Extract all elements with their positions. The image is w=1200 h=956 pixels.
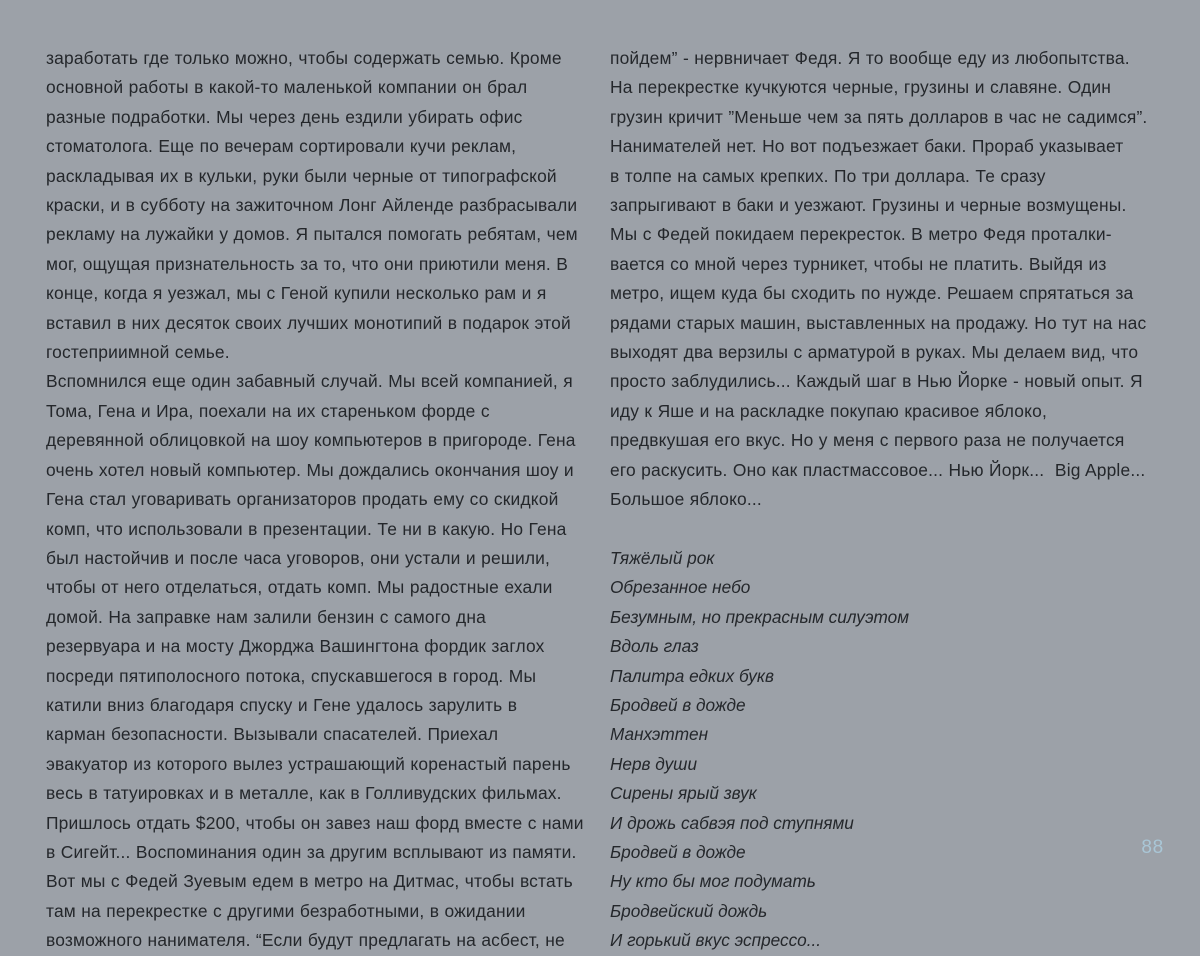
poem-line: Бродвей в дожде [610, 694, 746, 715]
prose-line-right: рядами старых машин, выставленных на продажу. Но тут на нас [610, 312, 1147, 333]
prose-line-left: катили вниз благодаря спуску и Гене удалось зарулить в [46, 694, 518, 715]
prose-line-left: возможного нанимателя. “Если будут предлагать на асбест, не [46, 930, 565, 951]
poem-line: Обрезанное небо [610, 577, 751, 598]
poem-line: Безумным, но прекрасным силуэтом [610, 606, 910, 627]
prose-line-left: краски, и в субботу на зажиточном Лонг Айленде разбрасывали [46, 195, 578, 216]
prose-line-left: эвакуатор из которого вылез устрашающий коренастый парень [46, 753, 571, 774]
poem-line: И горький вкус эспрессо... [610, 930, 822, 951]
prose-line-right: вается со мной через турникет, чтобы не платить. Выйдя из [610, 253, 1107, 274]
prose-line-left: мог, ощущая признательность за то, что они приютили меня. В [46, 253, 569, 274]
prose-line-right: Нанимателей нет. Но вот подъезжает баки. Прораб указывает [610, 136, 1124, 157]
right-column-prose [610, 44, 1164, 515]
poem-line: Нерв души [610, 753, 698, 774]
prose-line-left: комп, что использовали в презентации. Те ни в какую. Но Гена [46, 518, 567, 539]
poem-line: Палитра едких букв [610, 665, 774, 686]
prose-line-left: заработать где только можно, чтобы содержать семью. Кроме [46, 48, 562, 68]
prose-line-left: карман безопасности. Вызывали спасателей. Приехал [46, 724, 499, 745]
prose-line-left: там на перекрестке с другими безработными, в ожидании [46, 900, 526, 921]
prose-line-left: Вспомнился еще один забавный случай. Мы всей компанией, я [46, 371, 573, 392]
page-number: 88 [1141, 837, 1164, 858]
prose-line-right: в толпе на самых крепких. По три доллара. Те сразу [610, 165, 1046, 186]
poem-block [610, 544, 1164, 956]
prose-line-left: Пришлось отдать $200, чтобы он завез наш форд вместе с нами [46, 812, 584, 833]
poem-line: Манхэттен [610, 724, 709, 745]
prose-line-left: весь в татуировках и в металле, как в Голливудских фильмах. [46, 783, 562, 804]
prose-line-left: посреди пятиполосного потока, спускавшегося в город. Мы [46, 665, 537, 686]
prose-line-left: стоматолога. Еще по вечерам сортировали кучи реклам, [46, 136, 517, 157]
prose-line-right: пойдем” - нервничает Федя. Я то вообще еду из любопытства. [610, 48, 1130, 68]
poem-line: Сирены ярый звук [610, 783, 757, 804]
right-text-column [600, 0, 1200, 956]
poem-line: И дрожь сабвэя под ступнями [610, 812, 854, 833]
poem-line: Вдоль глаз [610, 636, 699, 657]
prose-line-right: выходят два верзилы с арматурой в руках. Мы делаем вид, что [610, 342, 1139, 363]
prose-line-left: Вот мы с Федей Зуевым едем в метро на Дитмас, чтобы встать [46, 871, 573, 892]
prose-line-left: деревянной облицовкой на шоу компьютеров в пригороде. Гена [46, 430, 576, 451]
prose-line-right: иду к Яше и на раскладке покупаю красивое яблоко, [610, 400, 1047, 421]
prose-line-right: грузин кричит ”Меньше чем за пять долларов в час не садимся”. [610, 106, 1148, 127]
prose-line-left: основной работы в какой-то маленькой компании он брал [46, 77, 528, 98]
prose-line-left: резервуара и на мосту Джорджа Вашингтона фордик заглох [46, 636, 545, 657]
prose-line-right: его раскусить. Оно как пластмассовое... Нью Йорк... Big Apple... [610, 459, 1146, 480]
prose-line-right: Мы с Федей покидаем перекресток. В метро Федя проталки- [610, 224, 1112, 245]
prose-line-left: чтобы от него отделаться, отдать комп. Мы радостные ехали [46, 577, 553, 598]
prose-line-right: запрыгивают в баки и уезжают. Грузины и черные возмущены. [610, 195, 1127, 216]
prose-line-left: был настойчив и после часа уговоров, они устали и решили, [46, 547, 551, 568]
prose-line-left: конце, когда я уезжал, мы с Геной купили несколько рам и я [46, 283, 547, 304]
prose-line-left: рекламу на лужайки у домов. Я пытался помогать ребятам, чем [46, 224, 578, 245]
prose-line-left: Тома, Гена и Ира, поехали на их стареньком форде с [46, 400, 490, 421]
poem-line: Ну кто бы мог подумать [610, 871, 816, 892]
prose-line-left: гостеприимной семье. [46, 342, 230, 363]
prose-line-left: раскладывая их в кульки, руки были черные от типографской [46, 165, 557, 186]
prose-line-right: Большое яблоко... [610, 489, 762, 510]
prose-line-right: метро, ищем куда бы сходить по нужде. Решаем спрятаться за [610, 283, 1134, 304]
prose-line-right: просто заблудились... Каждый шаг в Нью Йорке - новый опыт. Я [610, 371, 1143, 392]
prose-line-left: очень хотел новый компьютер. Мы дождались окончания шоу и [46, 459, 574, 480]
poem-line: Бродвей в дожде [610, 841, 746, 862]
prose-line-right: На перекрестке кучкуются черные, грузины и славяне. Один [610, 77, 1112, 98]
prose-line-right: предвкушая его вкус. Но у меня с первого раза не получается [610, 430, 1125, 451]
prose-line-left: вставил в них десяток своих лучших монотипий в подарок этой [46, 312, 571, 333]
paragraph-gap [610, 515, 1164, 544]
prose-line-left: Гена стал уговаривать организаторов продать ему со скидкой [46, 489, 559, 510]
poem-line: Тяжёлый рок [610, 547, 715, 568]
prose-line-left: разные подработки. Мы через день ездили убирать офис [46, 106, 523, 127]
prose-line-left: домой. На заправке нам залили бензин с самого дна [46, 606, 486, 627]
left-column-prose [46, 44, 600, 956]
prose-line-left: в Сигейт... Воспоминания один за другим всплывают из памяти. [46, 841, 577, 862]
poem-line: Бродвейский дождь [610, 900, 768, 921]
